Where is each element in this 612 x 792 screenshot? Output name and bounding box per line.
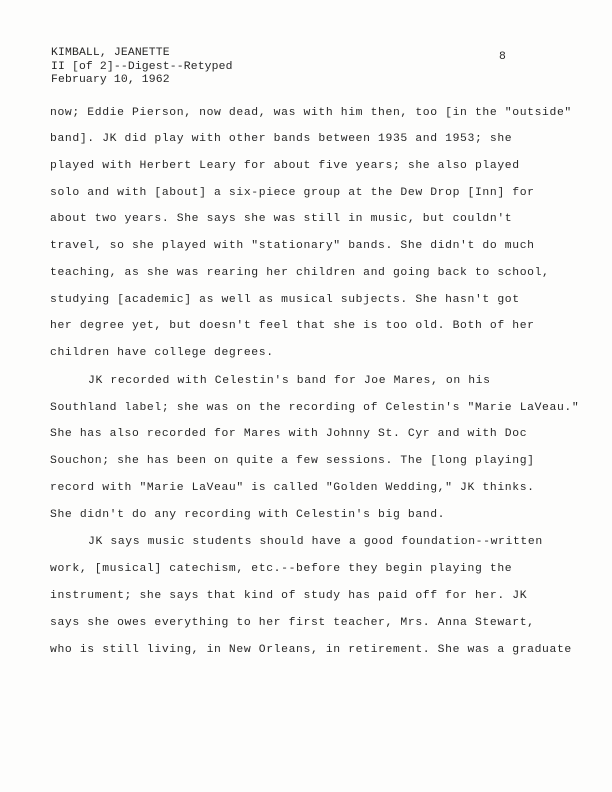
text-line: teaching, as she was rearing her children and going back to school,: [50, 267, 550, 279]
text-line: record with "Marie LaVeau" is called "Golden Wedding," JK thinks.: [50, 482, 535, 494]
text-line: work, [musical] catechism, etc.--before they begin playing the: [50, 563, 513, 575]
text-line: instrument; she says that kind of study has paid off for her. JK: [50, 590, 528, 602]
text-line: Southland label; she was on the recording of Celestin's "Marie LaVeau.": [50, 402, 580, 414]
text-line: travel, so she played with "stationary" bands. She didn't do much: [50, 240, 535, 252]
interviewee-name: KIMBALL, JEANETTE: [51, 47, 170, 59]
text-line: now; Eddie Pierson, now dead, was with him then, too [in the "outside": [50, 107, 572, 119]
text-line: studying [academic] as well as musical subjects. She hasn't got: [50, 294, 520, 306]
text-line: played with Herbert Leary for about five years; she also played: [50, 160, 520, 172]
text-line: Souchon; she has been on quite a few sessions. The [long playing]: [50, 455, 535, 467]
paragraph-start-line: JK recorded with Celestin's band for Joe Mares, on his: [88, 375, 491, 387]
interview-date: February 10, 1962: [51, 74, 170, 86]
text-line: She didn't do any recording with Celestin's big band.: [50, 509, 446, 521]
text-line: her degree yet, but doesn't feel that she is too old. Both of her: [50, 320, 535, 332]
paragraph-start-line: JK says music students should have a good foundation--written: [88, 536, 543, 548]
page-number: 8: [499, 51, 506, 63]
text-line: children have college degrees.: [50, 347, 274, 359]
text-line: band]. JK did play with other bands between 1935 and 1953; she: [50, 133, 513, 145]
series-label: II [of 2]--Digest--Retyped: [51, 60, 233, 73]
text-line: says she owes everything to her first teacher, Mrs. Anna Stewart,: [50, 617, 535, 629]
text-line: She has also recorded for Mares with Johnny St. Cyr and with Doc: [50, 428, 528, 440]
text-line: solo and with [about] a six-piece group at the Dew Drop [Inn] for: [50, 187, 535, 199]
text-line: about two years. She says she was still in music, but couldn't: [50, 213, 513, 225]
text-line: who is still living, in New Orleans, in retirement. She was a graduate: [50, 644, 572, 656]
